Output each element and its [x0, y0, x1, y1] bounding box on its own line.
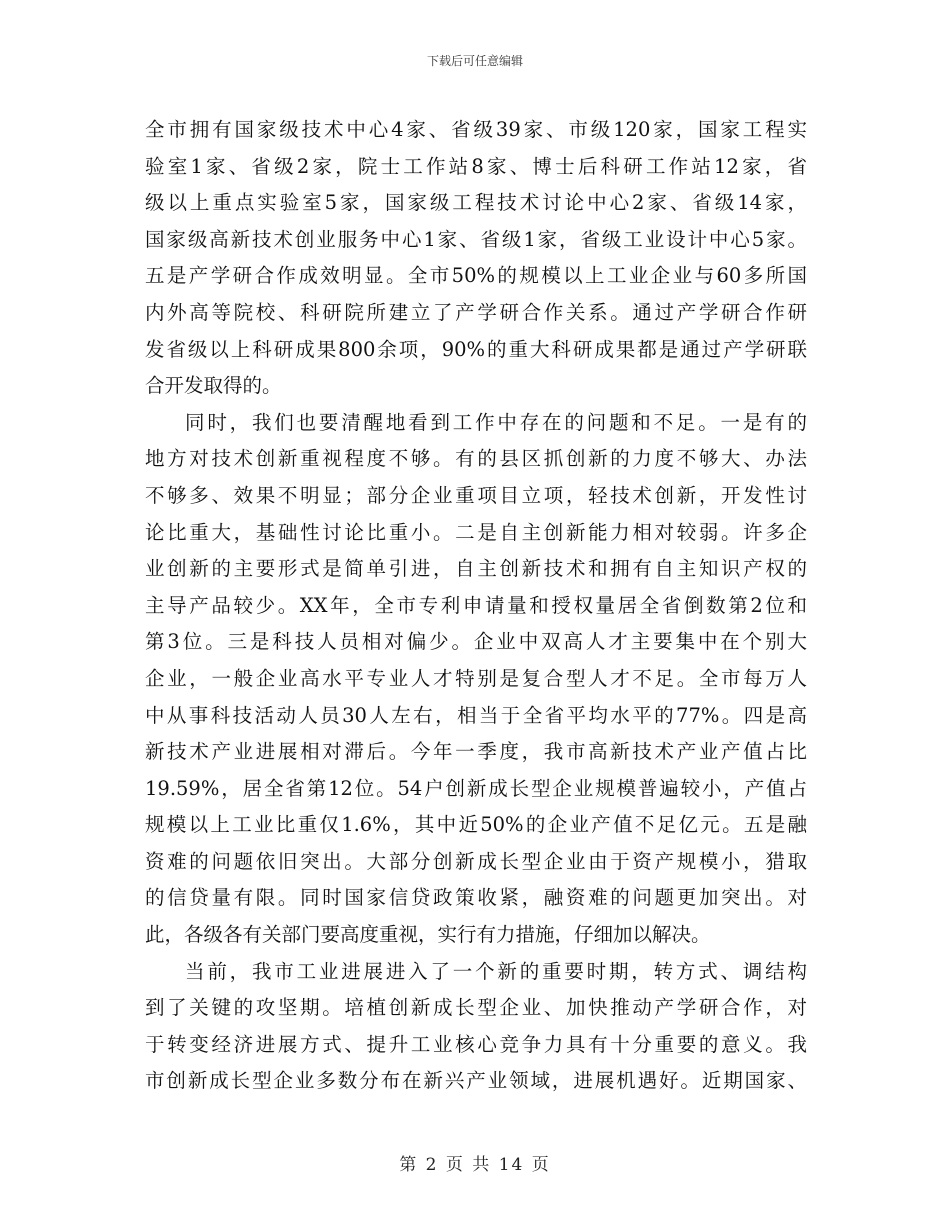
page-header-note: 下载后可任意编辑: [426, 54, 523, 68]
paragraph-3: [145, 954, 807, 1100]
paragraph-1: [145, 112, 807, 405]
text-line: 发省级以上科研成果800余项，90%的重大科研成果都是通过产学研联: [145, 337, 807, 361]
text-line: 级以上重点实验室5家，国家级工程技术讨论中心2家、省级14家，: [145, 191, 807, 215]
text-line: 资难的问题依旧突出。大部分创新成长型企业由于资产规模小，猎取: [145, 849, 807, 873]
text-line: 全市拥有国家级技术中心4家、省级39家、市级120家，国家工程实: [145, 118, 807, 141]
text-line: 内外高等院校、科研院所建立了产学研合作关系。通过产学研合作研: [145, 300, 807, 324]
text-line: 的信贷量有限。同时国家信贷政策收紧，融资难的问题更加突出。对: [145, 886, 807, 910]
text-line: 地方对技术创新重视程度不够。有的县区抓创新的力度不够大、办法: [145, 447, 807, 471]
text-line: 主导产品较少。XX年，全市专利申请量和授权量居全省倒数第2位和: [145, 593, 807, 617]
text-line: 中从事科技活动人员30人左右，相当于全省平均水平的77%。四是高: [145, 703, 807, 727]
document-body: [145, 112, 807, 1100]
text-line: 企业，一般企业高水平专业人才特别是复合型人才不足。全市每万人: [145, 666, 807, 690]
text-line: 规模以上工业比重仅1.6%，其中近50%的企业产值不足亿元。五是融: [145, 813, 807, 837]
text-line: 此，各级各有关部门要高度重视，实行有力措施，仔细加以解决。: [145, 923, 711, 947]
text-line: 到了关键的攻坚期。培植创新成长型企业、加快推动产学研合作，对: [145, 996, 807, 1020]
text-line: 论比重大，基础性讨论比重小。二是自主创新能力相对较弱。许多企: [145, 520, 807, 544]
page-number: 第 2 页 共 14 页: [399, 1155, 551, 1175]
text-line: 业创新的主要形式是简单引进，自主创新技术和拥有自主知识产权的: [145, 557, 807, 581]
text-line: 国家级高新技术创业服务中心1家、省级1家，省级工业设计中心5家。: [145, 227, 807, 251]
text-line: 同时，我们也要清醒地看到工作中存在的问题和不足。一是有的: [185, 410, 807, 434]
text-line: 验室1家、省级2家，院士工作站8家、博士后科研工作站12家，省: [145, 154, 807, 178]
text-line: 于转变经济进展方式、提升工业核心竞争力具有十分重要的意义。我: [145, 1032, 807, 1056]
text-line: 不够多、效果不明显；部分企业重项目立项，轻技术创新，开发性讨: [145, 483, 807, 507]
text-line: 第3位。三是科技人员相对偏少。企业中双高人才主要集中在个别大: [145, 630, 807, 654]
paragraph-2: [145, 405, 807, 954]
text-line: 新技术产业进展相对滞后。今年一季度，我市高新技术产业产值占比: [145, 740, 807, 764]
text-line: 市创新成长型企业多数分布在新兴产业领域，进展机遇好。近期国家、: [145, 1069, 807, 1093]
text-line: 当前，我市工业进展进入了一个新的重要时期，转方式、调结构: [185, 959, 807, 983]
text-line: 19.59%，居全省第12位。54户创新成长型企业规模普遍较小，产值占: [145, 776, 807, 800]
text-line: 五是产学研合作成效明显。全市50%的规模以上工业企业与60多所国: [145, 264, 807, 288]
text-line: 合开发取得的。: [145, 374, 282, 398]
